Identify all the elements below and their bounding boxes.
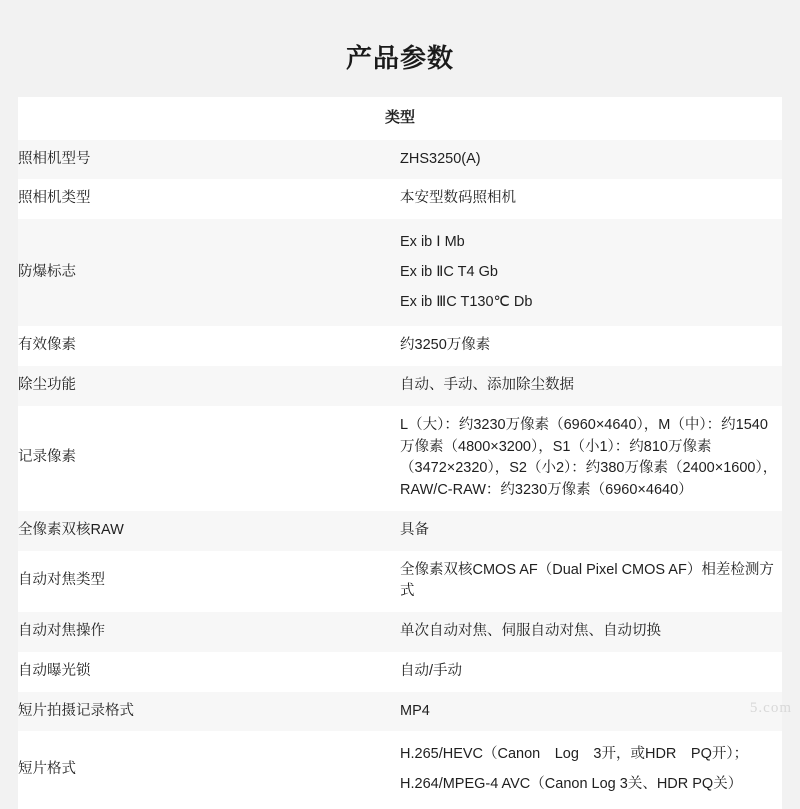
row-value bbox=[400, 731, 782, 809]
row-value: 自动、手动、添加除尘数据 bbox=[400, 366, 782, 406]
page-title: 产品参数 bbox=[345, 43, 454, 73]
row-label: 照相机类型 bbox=[18, 179, 400, 219]
row-label: 自动曝光锁 bbox=[18, 652, 400, 692]
row-label: 有效像素 bbox=[18, 326, 400, 366]
table-row bbox=[18, 612, 782, 652]
row-value-line: Ex ib Ⅰ Mb bbox=[400, 234, 465, 250]
table-row bbox=[18, 179, 782, 219]
row-value: MP4 bbox=[400, 692, 782, 732]
spec-table bbox=[18, 97, 782, 809]
table-row bbox=[18, 366, 782, 406]
row-label: 全像素双核RAW bbox=[18, 511, 400, 551]
row-value: 具备 bbox=[400, 511, 782, 551]
row-value-line: Ex ib ⅡC T4 Gb bbox=[400, 263, 498, 280]
table-header-row bbox=[18, 97, 782, 140]
row-value: 自动/手动 bbox=[400, 652, 782, 692]
row-label: 记录像素 bbox=[18, 406, 400, 511]
row-label: 防爆标志 bbox=[18, 219, 400, 326]
row-value-line: H.264/MPEG-4 AVC（Canon Log 3关、HDR PQ关） bbox=[400, 776, 743, 792]
row-value-line: Ex ib ⅢC T130℃ Db bbox=[400, 293, 533, 310]
watermark: 5.com bbox=[749, 700, 792, 716]
table-row bbox=[18, 511, 782, 551]
row-label: 自动对焦类型 bbox=[18, 551, 400, 613]
row-value: 本安型数码照相机 bbox=[400, 179, 782, 219]
table-row bbox=[18, 406, 782, 511]
table-header-label: 类型 bbox=[18, 97, 782, 140]
row-value-line: H.265/HEVC（Canon Log 3开，或HDR PQ开）； bbox=[400, 746, 749, 763]
row-label: 除尘功能 bbox=[18, 366, 400, 406]
row-label: 自动对焦操作 bbox=[18, 612, 400, 652]
table-row bbox=[18, 551, 782, 613]
row-value: ZHS3250(A) bbox=[400, 140, 782, 180]
row-value: 约3250万像素 bbox=[400, 326, 782, 366]
table-row bbox=[18, 692, 782, 732]
row-label: 照相机型号 bbox=[18, 140, 400, 180]
table-row bbox=[18, 731, 782, 809]
row-value: L（大）：约3230万像素（6960×4640），M（中）：约1540万像素（4800×3200），S1（小1）：约810万像素（3472×2320），S2（小2）：约380万像素（2400×1600），RAW/C-RAW：约3230万像素（6960×4640） bbox=[400, 406, 782, 511]
row-value: 单次自动对焦、伺服自动对焦、自动切换 bbox=[400, 612, 782, 652]
row-value bbox=[400, 219, 782, 326]
table-row bbox=[18, 652, 782, 692]
row-label: 短片拍摄记录格式 bbox=[18, 692, 400, 732]
row-value: 全像素双核CMOS AF（Dual Pixel CMOS AF）相差检测方式 bbox=[400, 551, 782, 613]
spec-table-body bbox=[18, 97, 782, 809]
table-row bbox=[18, 219, 782, 326]
table-row bbox=[18, 140, 782, 180]
table-row bbox=[18, 326, 782, 366]
row-label: 短片格式 bbox=[18, 731, 400, 809]
